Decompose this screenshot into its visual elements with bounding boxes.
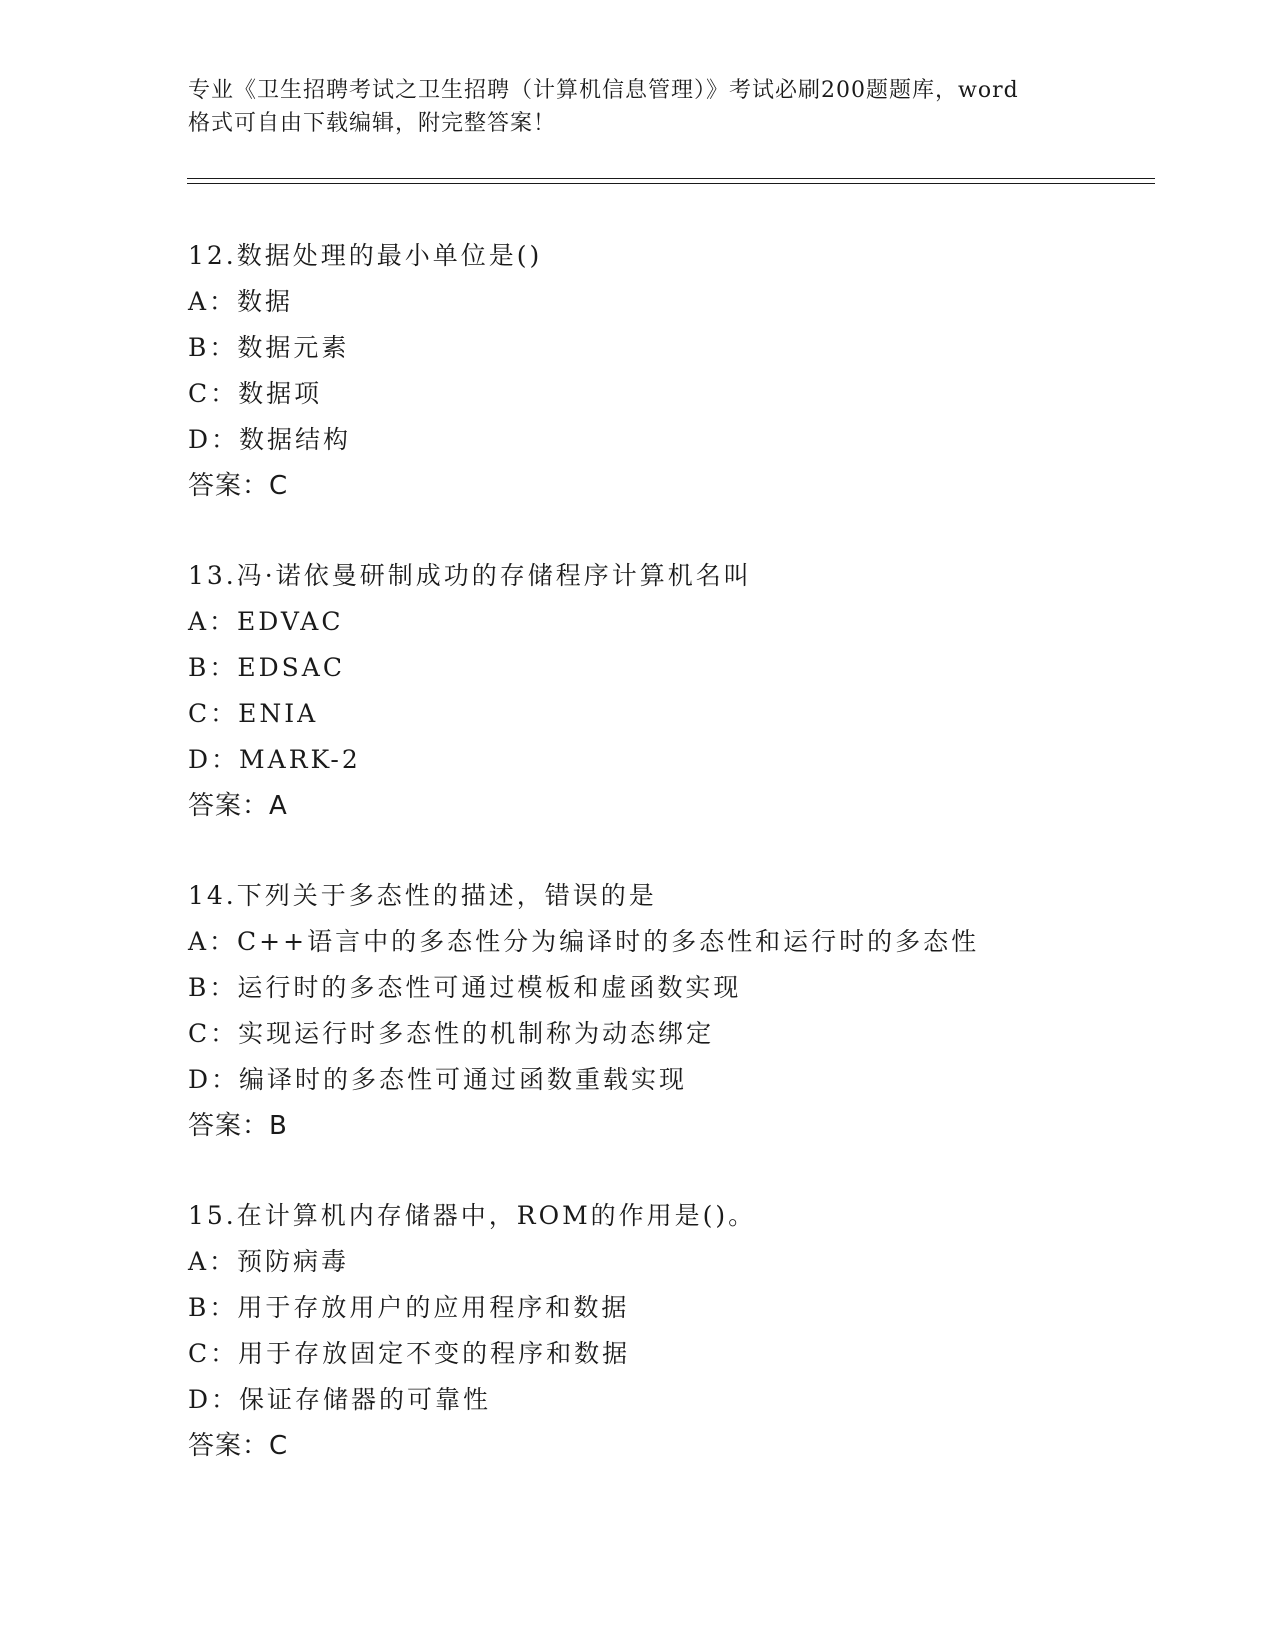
question-stem: 14.下列关于多态性的描述，错误的是 — [188, 881, 657, 910]
question-stem: 15.在计算机内存储器中，ROM的作用是()。 — [188, 1201, 757, 1230]
question-stem: 13.冯·诺依曼研制成功的存储程序计算机名叫 — [188, 561, 752, 590]
document-header — [188, 74, 1088, 140]
option-a: A：数据 — [188, 287, 294, 316]
question-14 — [188, 873, 1148, 1193]
option-b: B：EDSAC — [188, 653, 345, 682]
option-d: D：数据结构 — [188, 425, 352, 454]
header-line-1: 专业《卫生招聘考试之卫生招聘（计算机信息管理）》考试必刷200题题库，word — [188, 78, 1019, 103]
option-a: A：预防病毒 — [188, 1247, 350, 1276]
question-15 — [188, 1193, 1148, 1513]
option-c: C：数据项 — [188, 379, 323, 408]
option-c: C：ENIA — [188, 699, 319, 728]
option-d: D：编译时的多态性可通过函数重载实现 — [188, 1065, 688, 1094]
option-b: B：运行时的多态性可通过模板和虚函数实现 — [188, 973, 742, 1002]
answer-label: 答案：C — [188, 1431, 289, 1461]
option-d: D：保证存储器的可靠性 — [188, 1385, 492, 1414]
question-12 — [188, 233, 1148, 553]
option-c: C：用于存放固定不变的程序和数据 — [188, 1339, 631, 1368]
answer-label: 答案：B — [188, 1111, 288, 1141]
answer-label: 答案：C — [188, 471, 289, 501]
option-a: A：EDVAC — [188, 607, 344, 636]
option-b: B：用于存放用户的应用程序和数据 — [188, 1293, 630, 1322]
header-line-2: 格式可自由下载编辑，附完整答案！ — [188, 111, 557, 136]
answer-label: 答案：A — [188, 791, 288, 821]
option-b: B：数据元素 — [188, 333, 350, 362]
header-divider — [187, 178, 1155, 184]
option-a: A：C++语言中的多态性分为编译时的多态性和运行时的多态性 — [188, 927, 980, 956]
question-stem: 12.数据处理的最小单位是() — [188, 241, 543, 270]
option-d: D：MARK-2 — [188, 745, 361, 774]
question-list — [188, 233, 1148, 1513]
question-13 — [188, 553, 1148, 873]
option-c: C：实现运行时多态性的机制称为动态绑定 — [188, 1019, 715, 1048]
